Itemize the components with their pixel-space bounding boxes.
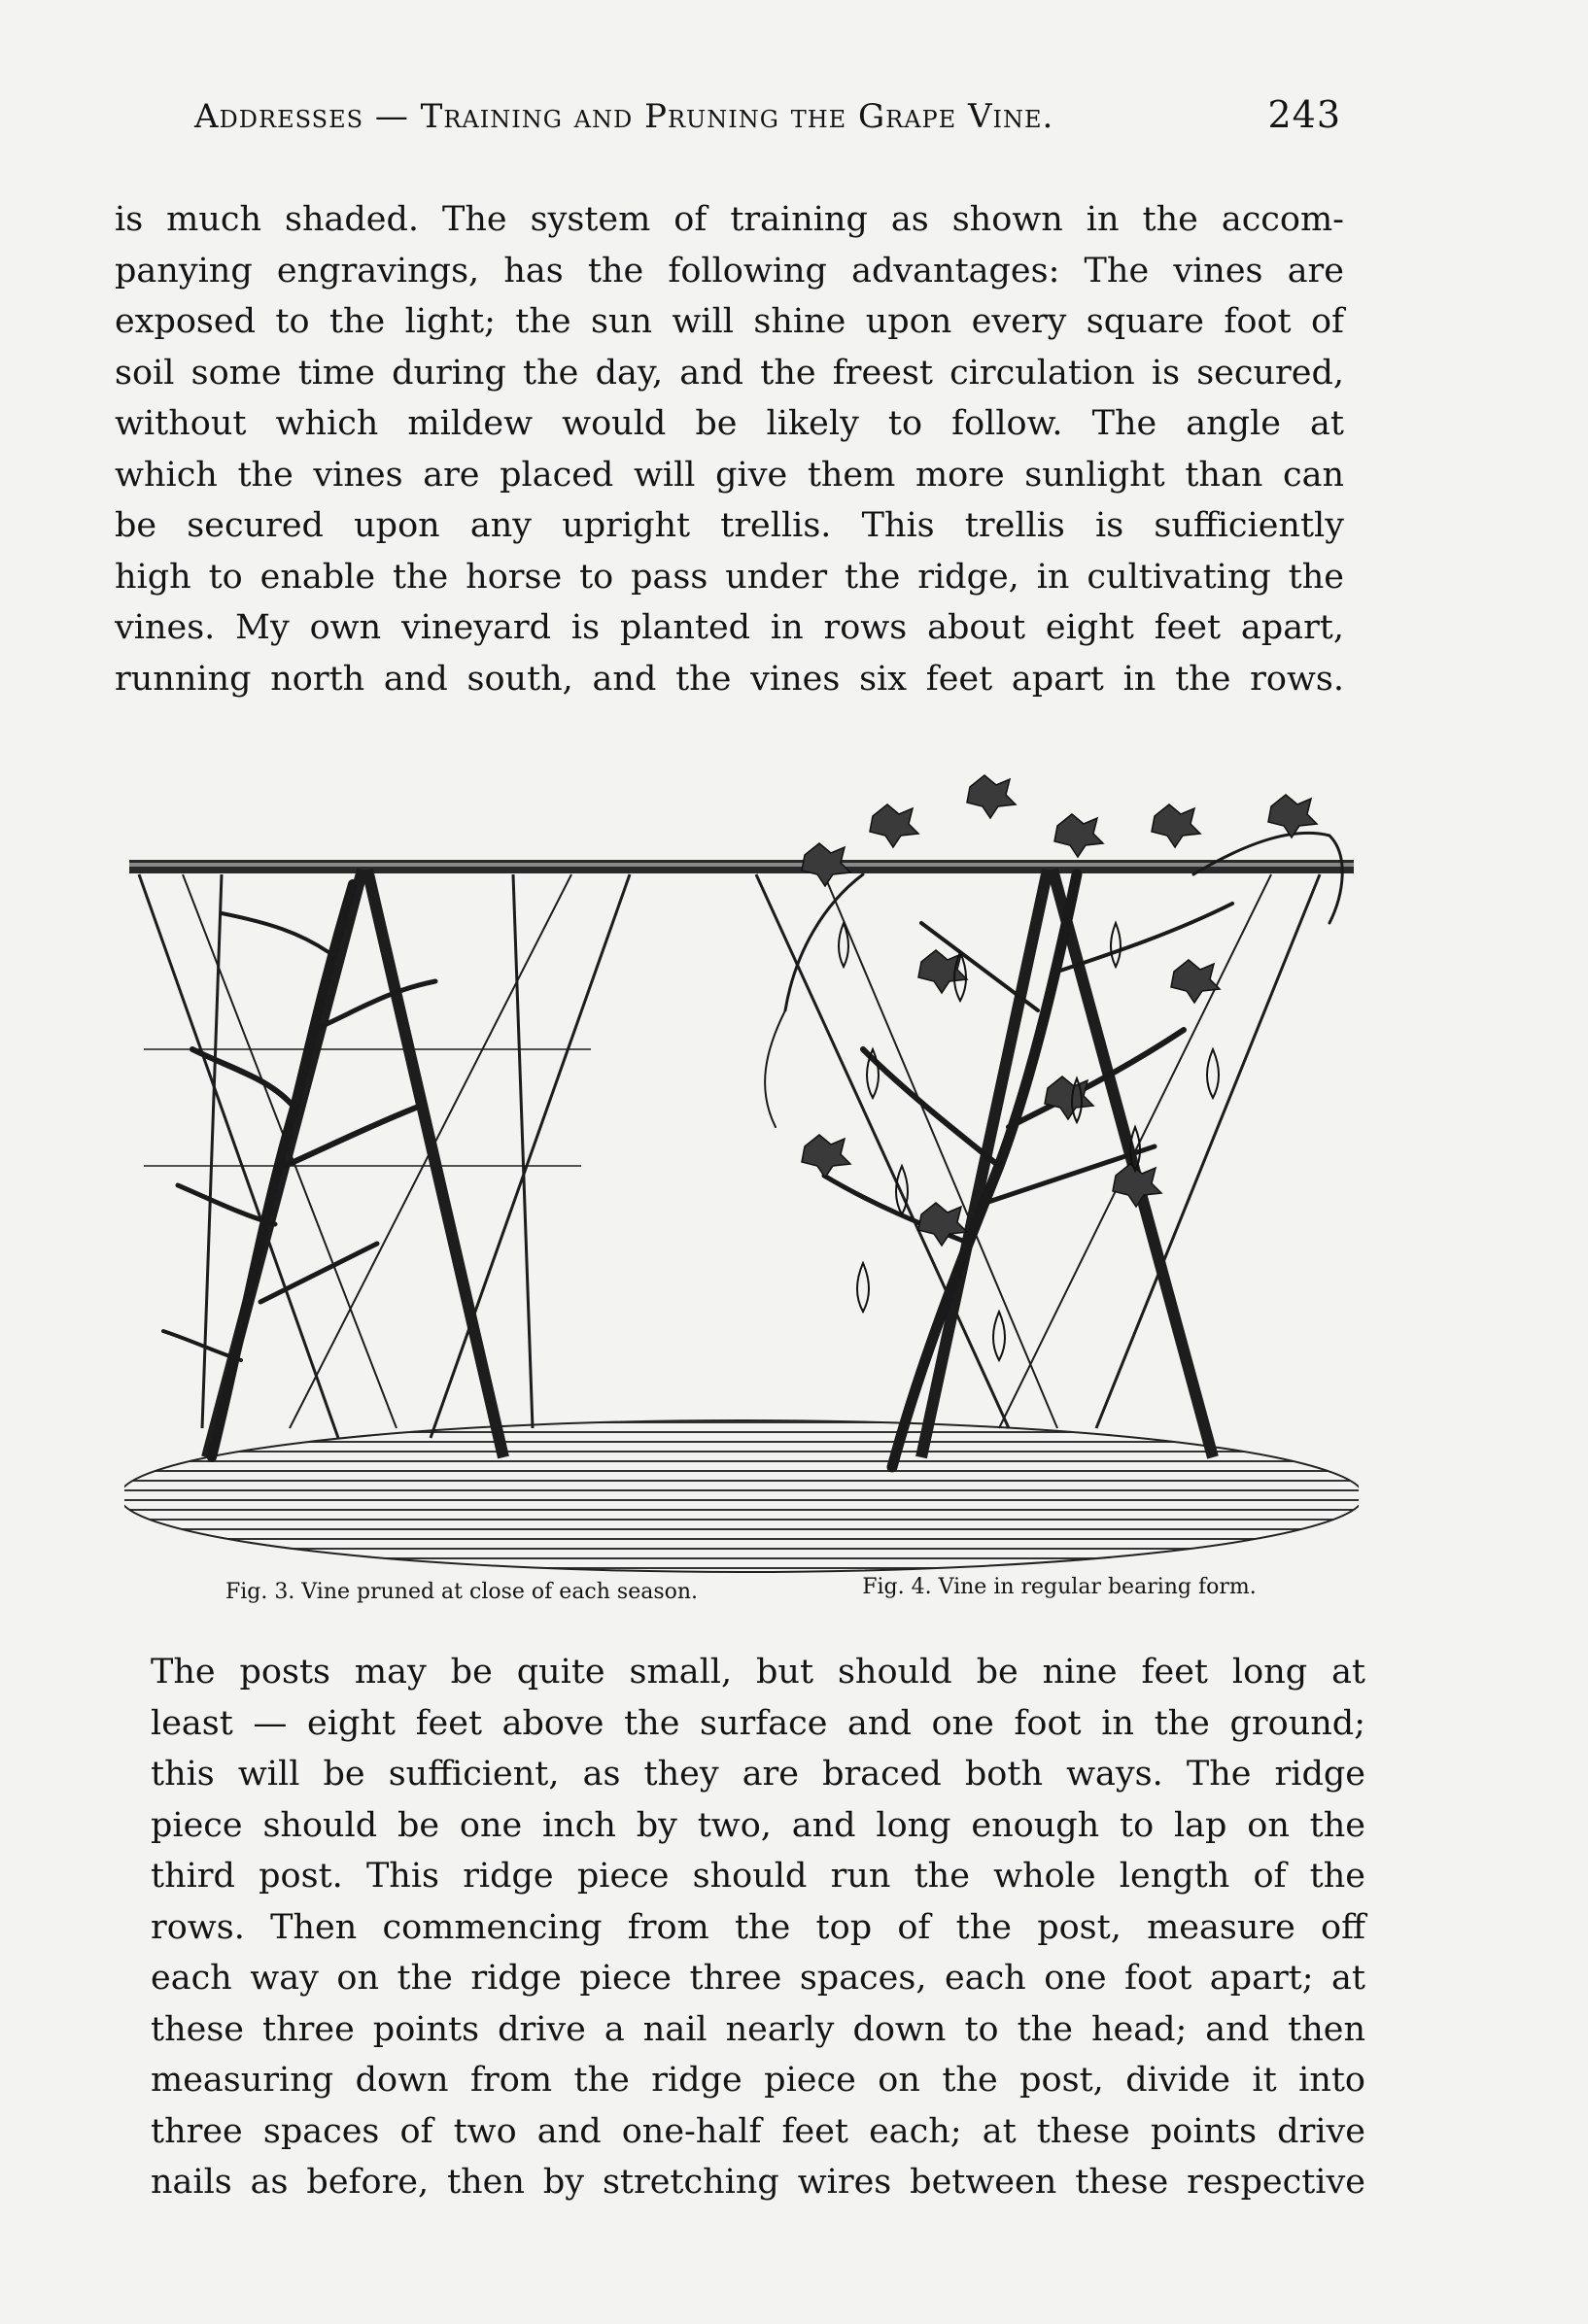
text-line: each way on the ridge piece three spaces, each one foot apart; at xyxy=(151,1959,1365,1998)
trellis-engraving xyxy=(124,758,1359,1574)
grape-clusters xyxy=(839,923,1219,1360)
text-line: soil some time during the day, and the freest circulation is secured, xyxy=(115,353,1344,393)
paragraph-intro xyxy=(115,194,1344,704)
grape-leaves xyxy=(802,775,1317,1246)
text-line: The posts may be quite small, but should be nine feet long at xyxy=(151,1653,1365,1692)
text-line: which the vines are placed will give them more sunlight than can xyxy=(115,455,1344,495)
page-number: 243 xyxy=(1267,93,1341,136)
ridge-piece xyxy=(129,860,1354,873)
text-line: third post. This ridge piece should run the whole length of the xyxy=(151,1857,1365,1896)
running-title: Addresses — Training and Pruning the Grape Vine. xyxy=(194,97,1054,136)
text-line: vines. My own vineyard is planted in rows about eight feet apart, xyxy=(115,608,1344,647)
running-header xyxy=(194,93,1341,136)
ground-ellipse xyxy=(124,1420,1359,1572)
text-line: panying engravings, has the following advantages: The vines are xyxy=(115,251,1344,290)
text-line: these three points drive a nail nearly down to the head; and then xyxy=(151,2009,1365,2049)
text-line: nails as before, then by stretching wires between these respective xyxy=(151,2163,1365,2202)
text-line: is much shaded. The system of training as shown in the accom- xyxy=(115,200,1344,239)
text-line: measuring down from the ridge piece on the post, divide it into xyxy=(151,2061,1365,2100)
left-trellis-posts xyxy=(139,870,630,1457)
text-line: high to enable the horse to pass under the ridge, in cultivating the xyxy=(115,557,1344,597)
text-line: least — eight feet above the surface and one foot in the ground; xyxy=(151,1703,1365,1743)
bearing-vine xyxy=(765,833,1342,1467)
figure-3-caption: Fig. 3. Vine pruned at close of each season. xyxy=(224,1580,699,1604)
text-line: exposed to the light; the sun will shine upon every square foot of xyxy=(115,302,1344,341)
text-line: piece should be one inch by two, and long enough to lap on the xyxy=(151,1805,1365,1845)
text-line: this will be sufficient, as they are braced both ways. The ridge xyxy=(151,1755,1365,1794)
figure-4-caption: Fig. 4. Vine in regular bearing form. xyxy=(862,1575,1257,1599)
text-line: without which mildew would be likely to follow. The angle at xyxy=(115,404,1344,443)
text-line: running north and south, and the vines six feet apart in the rows. xyxy=(115,659,1344,699)
paragraph-construction xyxy=(151,1647,1365,2208)
text-line: three spaces of two and one-half feet each; at these points drive xyxy=(151,2111,1365,2151)
text-line: be secured upon any upright trellis. This trellis is sufficiently xyxy=(115,506,1344,545)
text-line: rows. Then commencing from the top of the post, measure off xyxy=(151,1907,1365,1947)
